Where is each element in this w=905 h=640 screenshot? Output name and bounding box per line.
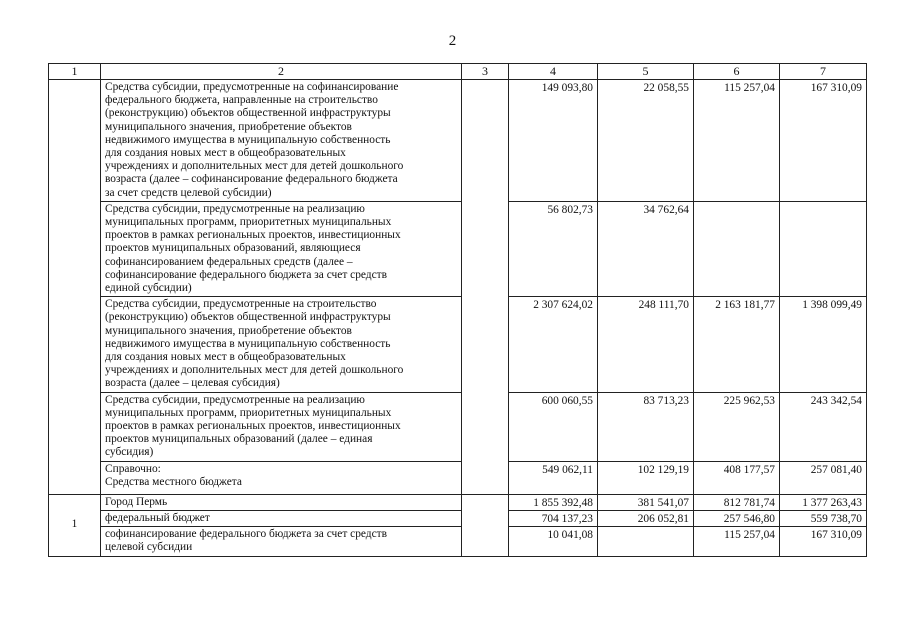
description-line: муниципальных программ, приоритетных муниципальных [105, 406, 392, 419]
description-line: Средства субсидии, предусмотренные на софинансирование [105, 81, 399, 93]
description-line: (реконструкцию) объектов общественной инфраструктуры [105, 107, 391, 120]
col-4-value: 549 062,11 [509, 461, 598, 494]
col-7-value: 1 377 263,43 [780, 494, 867, 510]
description-line: проектов муниципальных образований, являющиеся [105, 242, 361, 255]
col-7-value [780, 201, 867, 296]
header-col-5: 5 [598, 64, 694, 80]
header-col-3: 3 [462, 64, 509, 80]
description-line: проектов в рамках региональных проектов, инвестиционных [105, 420, 401, 433]
description-line: проектов муниципальных образований (далее – единая [105, 433, 373, 446]
description-line: Средства субсидии, предусмотренные на реализацию [105, 202, 365, 215]
table-row [49, 461, 867, 494]
description-line: за счет средств целевой субсидии) [105, 186, 272, 199]
col-5-value: 34 762,64 [598, 201, 694, 296]
page-number: 2 [448, 33, 457, 49]
row-number-cell: 1 [49, 494, 101, 556]
col-5-value: 22 058,55 [598, 80, 694, 202]
row-description [101, 80, 462, 202]
description-line: возраста (далее – целевая субсидия) [105, 377, 280, 390]
col-6-value: 2 163 181,77 [694, 297, 780, 392]
description-line: федеральный бюджет [105, 511, 210, 524]
description-line: Средства местного бюджета [105, 475, 242, 488]
description-line: Средства субсидии, предусмотренные на строительство [105, 298, 377, 311]
row-number-cell-empty [49, 80, 101, 495]
description-line: целевой субсидии [105, 541, 193, 554]
row-description [101, 494, 462, 510]
description-line: (реконструкцию) объектов общественной инфраструктуры [105, 311, 391, 324]
budget-table [48, 63, 867, 557]
description-line: для создания новых мест в общеобразовательных [105, 351, 346, 364]
col-5-value: 381 541,07 [598, 494, 694, 510]
header-col-2: 2 [101, 64, 462, 80]
description-line: проектов в рамках региональных проектов, инвестиционных [105, 229, 401, 242]
col-5-value [598, 527, 694, 556]
col-7-value: 243 342,54 [780, 392, 867, 461]
header-col-6: 6 [694, 64, 780, 80]
table-row [49, 494, 867, 510]
col-7-value: 559 738,70 [780, 510, 867, 526]
col-4-value: 600 060,55 [509, 392, 598, 461]
description-line: софинансирование федерального бюджета за счет средств [105, 528, 388, 541]
description-line: субсидия) [105, 446, 154, 459]
row-description [101, 510, 462, 526]
col-6-value: 257 546,80 [694, 510, 780, 526]
col-4-value: 56 802,73 [509, 201, 598, 296]
description-line: софинансированием федеральных средств (далее – [105, 255, 353, 268]
row-description [101, 461, 462, 494]
description-line: федерального бюджета, направленные на строительство [105, 94, 378, 107]
header-col-4: 4 [509, 64, 598, 80]
row-description [101, 392, 462, 461]
col-6-value [694, 201, 780, 296]
col-7-value: 257 081,40 [780, 461, 867, 494]
col-5-value: 102 129,19 [598, 461, 694, 494]
col-7-value: 167 310,09 [780, 80, 867, 202]
row-description [101, 297, 462, 392]
header-col-1: 1 [49, 64, 101, 80]
row-description [101, 201, 462, 296]
description-line: муниципальных программ, приоритетных муниципальных [105, 216, 392, 229]
header-col-7: 7 [780, 64, 867, 80]
description-line: Город Пермь [105, 495, 168, 508]
col-7-value: 167 310,09 [780, 527, 867, 556]
col-4-value: 1 855 392,48 [509, 494, 598, 510]
col-4-value: 2 307 624,02 [509, 297, 598, 392]
description-line: для создания новых мест в общеобразовательных [105, 147, 346, 160]
col-6-value: 812 781,74 [694, 494, 780, 510]
table-row [49, 80, 867, 202]
table-row [49, 201, 867, 296]
col-5-value: 83 713,23 [598, 392, 694, 461]
description-line: учреждениях и дополнительных мест для детей дошкольного [105, 364, 404, 377]
col-3-cell [462, 494, 509, 556]
description-line: софинансирование федерального бюджета за счет средств [105, 268, 388, 281]
col-5-value: 248 111,70 [598, 297, 694, 392]
description-line: Средства субсидии, предусмотренные на реализацию [105, 393, 365, 406]
col-6-value: 115 257,04 [694, 80, 780, 202]
col-6-value: 408 177,57 [694, 461, 780, 494]
table-row [49, 510, 867, 526]
description-line: Справочно: [105, 462, 161, 475]
description-line: недвижимого имущества в муниципальную собственность [105, 337, 391, 350]
description-line: учреждениях и дополнительных мест для детей дошкольного [105, 160, 404, 173]
table-header-row [49, 64, 867, 80]
col-7-value: 1 398 099,49 [780, 297, 867, 392]
row-description [101, 527, 462, 556]
description-line: возраста (далее – софинансирование федерального бюджета [105, 173, 398, 186]
description-line: муниципального значения, приобретение объектов [105, 324, 352, 337]
col-6-value: 115 257,04 [694, 527, 780, 556]
col-4-value: 704 137,23 [509, 510, 598, 526]
col-3-cell [462, 80, 509, 495]
description-line: единой субсидии) [105, 282, 192, 295]
col-5-value: 206 052,81 [598, 510, 694, 526]
description-line: муниципального значения, приобретение объектов [105, 120, 352, 133]
col-6-value: 225 962,53 [694, 392, 780, 461]
col-4-value: 149 093,80 [509, 80, 598, 202]
description-line: недвижимого имущества в муниципальную собственность [105, 133, 391, 146]
table-row [49, 392, 867, 461]
table-row [49, 527, 867, 556]
table-row [49, 297, 867, 392]
col-4-value: 10 041,08 [509, 527, 598, 556]
